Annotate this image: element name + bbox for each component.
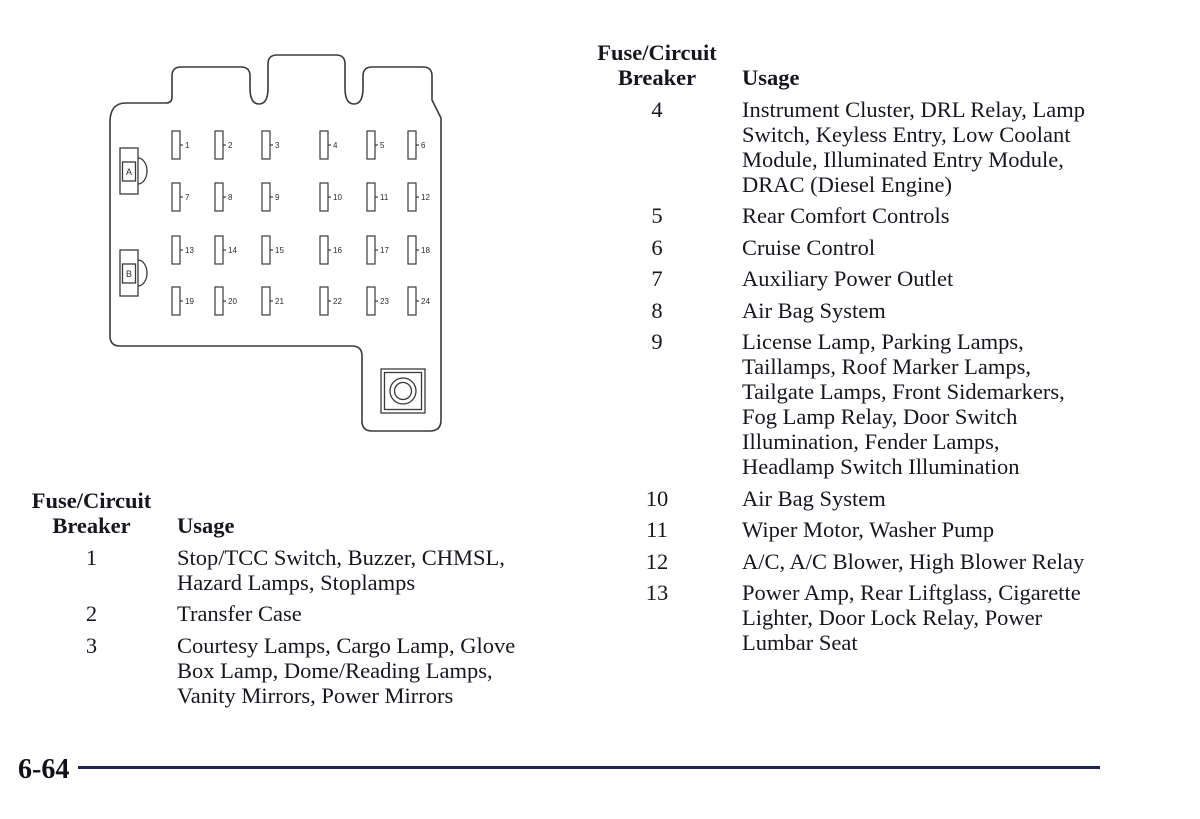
fuse-slot-body xyxy=(215,183,223,211)
table-row xyxy=(596,549,1085,574)
usage-line: Cruise Control xyxy=(742,234,876,260)
usage-line: Vanity Mirrors, Power Mirrors xyxy=(177,682,454,708)
fuse-slot-body xyxy=(172,131,180,159)
fuse-slot xyxy=(172,287,194,315)
fuse-number: 13 xyxy=(645,580,669,605)
fuse-number-label: 4 xyxy=(333,141,338,150)
fuse-column-header-line2: Breaker xyxy=(617,65,697,90)
fuse-number: 5 xyxy=(651,203,663,228)
usage-line: Instrument Cluster, DRL Relay, Lamp xyxy=(742,96,1085,122)
fuse-slot-body xyxy=(215,287,223,315)
table-row xyxy=(596,329,1085,479)
fuse-slot xyxy=(320,236,342,264)
usage-line: Lumbar Seat xyxy=(742,630,858,655)
usage-cell xyxy=(742,235,875,260)
fuse-slot xyxy=(320,287,342,315)
fuse-slot-body xyxy=(172,287,180,315)
relay-a-cap xyxy=(138,158,147,184)
usage-line: Air Bag System xyxy=(742,485,886,511)
usage-cell xyxy=(177,633,515,708)
usage-line: Lighter, Door Lock Relay, Power xyxy=(742,605,1043,630)
bolt-terminal-frame xyxy=(381,369,425,413)
usage-line: Taillamps, Roof Marker Lamps, xyxy=(742,354,1031,379)
usage-cell xyxy=(742,549,1084,574)
fuse-number: 10 xyxy=(645,485,669,511)
fuse-number-label: 14 xyxy=(228,246,237,255)
fuse-number: 7 xyxy=(651,266,663,291)
bolt-terminal-icon xyxy=(381,369,425,413)
bolt-core xyxy=(395,383,412,400)
fuse-number-label: 21 xyxy=(275,297,284,306)
fuse-slot xyxy=(408,131,426,159)
table-row xyxy=(30,545,515,595)
fuse-number-label: 17 xyxy=(380,246,389,255)
fuse-number-label: 15 xyxy=(275,246,284,255)
fuse-number: 9 xyxy=(651,329,663,354)
fuse-slot-body xyxy=(320,236,328,264)
usage-line: Power Amp, Rear Liftglass, Cigarette xyxy=(742,580,1081,605)
fuse-number: 3 xyxy=(85,632,98,658)
fuse-number-label: 19 xyxy=(185,297,194,306)
usage-column-header: Usage xyxy=(742,65,800,90)
relay-b-cap xyxy=(138,260,147,286)
fuse-slot xyxy=(367,183,389,211)
table-row xyxy=(596,486,1085,511)
fuse-slot xyxy=(367,287,389,315)
fuse-number-label: 23 xyxy=(380,297,389,306)
fuse-slot xyxy=(408,287,430,315)
usage-line: Fog Lamp Relay, Door Switch xyxy=(742,404,1018,429)
fuse-slot-body xyxy=(320,131,328,159)
fuse-number-label: 10 xyxy=(333,193,342,202)
footer-rule xyxy=(78,766,1100,769)
usage-line: Auxiliary Power Outlet xyxy=(742,266,954,291)
fuse-number: 2 xyxy=(85,601,98,626)
fuse-number-label: 9 xyxy=(275,193,280,202)
usage-cell xyxy=(742,97,1085,197)
usage-line: Air Bag System xyxy=(742,297,886,323)
usage-line: Box Lamp, Dome/Reading Lamps, xyxy=(177,657,493,683)
fuse-column-header-line1: Fuse/Circuit xyxy=(597,40,717,65)
fuse-slot-body xyxy=(408,183,416,211)
fuse-slot xyxy=(320,131,338,159)
fuse-slot xyxy=(367,236,389,264)
fuse-slot-body xyxy=(367,183,375,211)
table-row xyxy=(596,580,1085,655)
fuse-number-label: 6 xyxy=(421,141,426,150)
fuse-number-label: 1 xyxy=(185,141,190,150)
fuse-number-label: 8 xyxy=(228,193,233,202)
fuse-number: 12 xyxy=(645,548,669,574)
usage-line: Illumination, Fender Lamps, xyxy=(742,429,1000,454)
fuse-slot-body xyxy=(367,236,375,264)
relay-b xyxy=(120,250,147,296)
fuse-slot xyxy=(320,183,342,211)
fuse-slot xyxy=(408,236,430,264)
fuse-number: 6 xyxy=(651,234,663,260)
usage-cell xyxy=(742,517,994,542)
fuse-slot xyxy=(262,287,284,315)
fuse-slot-body xyxy=(215,236,223,264)
table-row xyxy=(596,517,1085,542)
usage-line: Transfer Case xyxy=(177,601,302,626)
fuse-column-header-line1: Fuse/Circuit xyxy=(31,488,152,513)
fuse-number-label: 12 xyxy=(421,193,430,202)
fuse-slot-body xyxy=(172,236,180,264)
fuse-slot-body xyxy=(215,131,223,159)
fuse-slot xyxy=(262,183,280,211)
relay-a-label: A xyxy=(125,167,133,177)
usage-cell xyxy=(742,203,949,228)
table-row xyxy=(30,601,515,626)
relay-a xyxy=(120,148,147,194)
fuse-slot-body xyxy=(367,131,375,159)
fuse-number-label: 7 xyxy=(185,193,190,202)
table-row xyxy=(596,97,1085,197)
fuse-slot xyxy=(262,236,284,264)
usage-line: Module, Illuminated Entry Module, xyxy=(742,146,1064,172)
table-header xyxy=(30,488,515,538)
usage-cell xyxy=(742,486,886,511)
usage-line: A/C, A/C Blower, High Blower Relay xyxy=(742,548,1085,574)
fuse-number: 11 xyxy=(646,517,668,542)
usage-cell xyxy=(177,601,302,626)
fuse-slot xyxy=(215,236,237,264)
usage-line: Stop/TCC Switch, Buzzer, CHMSL, xyxy=(177,544,505,570)
fuse-number-label: 24 xyxy=(421,297,430,306)
fuse-number-label: 2 xyxy=(228,141,233,150)
fuse-slot xyxy=(215,131,233,159)
usage-line: Courtesy Lamps, Cargo Lamp, Glove xyxy=(177,632,516,658)
fuse-grid xyxy=(172,131,430,315)
fuse-number-label: 13 xyxy=(185,246,194,255)
usage-cell xyxy=(177,545,505,595)
usage-line: License Lamp, Parking Lamps, xyxy=(742,329,1024,354)
usage-line: DRAC (Diesel Engine) xyxy=(742,171,952,197)
fuse-slot xyxy=(215,287,237,315)
fuse-number-label: 11 xyxy=(380,193,389,202)
fuse-slot-body xyxy=(408,236,416,264)
usage-line: Tailgate Lamps, Front Sidemarkers, xyxy=(742,379,1065,404)
fuse-number-label: 18 xyxy=(421,246,430,255)
fuse-slot-body xyxy=(320,183,328,211)
relay-b-label: B xyxy=(125,269,133,279)
fuse-panel-outline xyxy=(110,55,441,431)
fuse-number: 1 xyxy=(85,544,98,570)
fuse-slot-body xyxy=(408,131,416,159)
fuse-slot-body xyxy=(262,236,270,264)
fuse-number-label: 5 xyxy=(380,141,385,150)
fuse-usage-table-right xyxy=(596,40,1085,655)
table-row xyxy=(596,235,1085,260)
fuse-slot-body xyxy=(262,287,270,315)
fuse-slot xyxy=(172,236,194,264)
usage-line: Headlamp Switch Illumination xyxy=(742,454,1020,479)
fuse-column-header-line2: Breaker xyxy=(52,513,131,538)
page-number: 6-64 xyxy=(18,754,70,785)
fuse-slot-body xyxy=(367,287,375,315)
fuse-slot xyxy=(408,183,430,211)
fuse-number-label: 3 xyxy=(275,141,280,150)
table-header xyxy=(596,40,1085,90)
fuse-slot-body xyxy=(408,287,416,315)
fuse-slot xyxy=(367,131,385,159)
fuse-slot-body xyxy=(172,183,180,211)
fuse-slot xyxy=(172,183,190,211)
table-row xyxy=(596,203,1085,228)
fuse-slot-body xyxy=(262,131,270,159)
fuse-usage-table-left xyxy=(30,488,515,708)
fuse-number-label: 16 xyxy=(333,246,342,255)
fuse-slot xyxy=(172,131,190,159)
fuse-slot xyxy=(215,183,233,211)
usage-line: Hazard Lamps, Stoplamps xyxy=(177,569,416,595)
usage-line: Rear Comfort Controls xyxy=(742,203,950,228)
usage-cell xyxy=(742,298,886,323)
fuse-panel-diagram xyxy=(0,0,460,450)
usage-cell xyxy=(742,580,1081,655)
usage-line: Wiper Motor, Washer Pump xyxy=(742,517,995,542)
fuse-number: 4 xyxy=(651,96,663,122)
usage-column-header: Usage xyxy=(177,513,235,538)
fuse-column-header xyxy=(30,488,153,538)
table-row xyxy=(30,633,515,708)
usage-cell xyxy=(742,329,1065,479)
usage-line: Switch, Keyless Entry, Low Coolant xyxy=(742,121,1071,147)
fuse-number: 8 xyxy=(651,297,663,323)
fuse-slot xyxy=(262,131,280,159)
fuse-slot-body xyxy=(320,287,328,315)
fuse-slot-body xyxy=(262,183,270,211)
table-row xyxy=(596,298,1085,323)
fuse-column-header xyxy=(596,40,718,90)
table-row xyxy=(596,266,1085,291)
fuse-number-label: 20 xyxy=(228,297,237,306)
fuse-number-label: 22 xyxy=(333,297,342,306)
usage-cell xyxy=(742,266,953,291)
